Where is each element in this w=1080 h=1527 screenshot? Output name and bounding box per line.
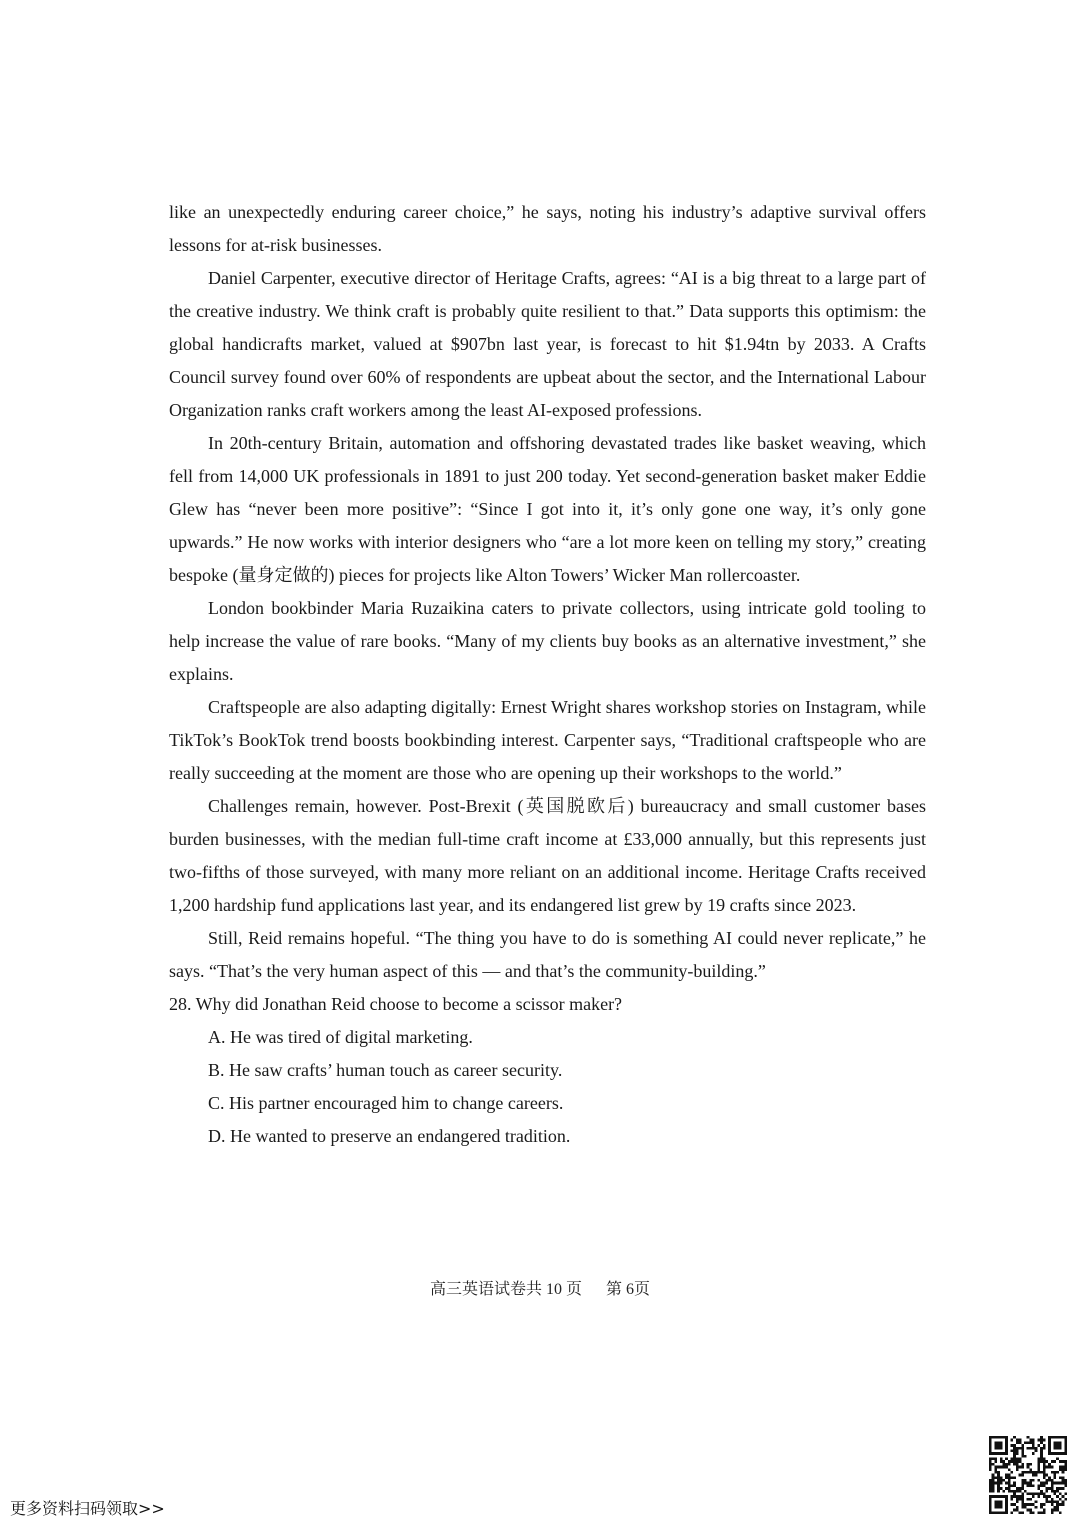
- question-stem: 28. Why did Jonathan Reid choose to become a scissor maker?: [169, 994, 623, 1014]
- page-footer: [0, 1278, 1080, 1302]
- passage-paragraph: In 20th-century Britain, automation and offshoring devastated trades like basket weaving, which fell from 14,000 UK professionals in 1891 to just 200 today. Yet second-generation basket maker Eddie Glew has “never been more positive”: “Since I got into it, it’s only gone one way, it’s only gone upwards.” He now works with interior designers who “are a lot more keen on telling my story,” creating bespoke (量身定做的) pieces for projects like Alton Towers’ Wicker Man rollercoaster.: [169, 433, 926, 585]
- passage-paragraph: Challenges remain, however. Post-Brexit (英国脱欧后) bureaucracy and small customer bases burden businesses, with the median full-time craft income at £33,000 annually, but this represents just two-fifths of those surveyed, with many more reliant on an additional income. Heritage Crafts received 1,200 hardship fund applications last year, and its endangered list grew by 19 crafts since 2023.: [169, 796, 926, 915]
- passage-paragraph: Daniel Carpenter, executive director of Heritage Crafts, agrees: “AI is a big threat to a large part of the creative industry. We think craft is probably quite resilient to that.” Data supports this optimism: the global handicrafts market, valued at $907bn last year, is forecast to hit $1.94tn by 2033. A Crafts Council survey found over 60% of respondents are upbeat about the sector, and the International Labour Organization ranks craft workers among the least AI-exposed professions.: [169, 268, 926, 420]
- promo-note: 更多资料扫码领取>>: [10, 1499, 165, 1518]
- passage-paragraph: like an unexpectedly enduring career choice,” he says, noting his industry’s adaptive survival offers lessons for at-risk businesses.: [169, 202, 926, 255]
- answer-option-d: D. He wanted to preserve an endangered tradition.: [208, 1126, 571, 1146]
- passage-paragraph: Craftspeople are also adapting digitally: Ernest Wright shares workshop stories on Instagram, while TikTok’s BookTok trend boosts bookbinding interest. Carpenter says, “Traditional craftspeople who are really succeeding at the moment are those who are opening up their workshops to the world.”: [169, 697, 926, 783]
- passage-block: [169, 196, 926, 1153]
- answer-option-c: C. His partner encouraged him to change careers.: [208, 1093, 564, 1113]
- passage-paragraph: Still, Reid remains hopeful. “The thing you have to do is something AI could never replicate,” he says. “That’s the very human aspect of this — and that’s the community-building.”: [169, 928, 926, 981]
- footer-page-number: 第 6页: [606, 1281, 651, 1298]
- answer-option-a: A. He was tired of digital marketing.: [208, 1027, 473, 1047]
- passage-paragraph: London bookbinder Maria Ruzaikina caters to private collectors, using intricate gold tooling to help increase the value of rare books. “Many of my clients buy books as an alternative investment,” she explains.: [169, 598, 926, 684]
- footer-exam-info: 高三英语试卷共 10 页: [429, 1281, 582, 1298]
- answer-option-b: B. He saw crafts’ human touch as career security.: [208, 1060, 563, 1080]
- qr-code-icon[interactable]: [989, 1436, 1067, 1514]
